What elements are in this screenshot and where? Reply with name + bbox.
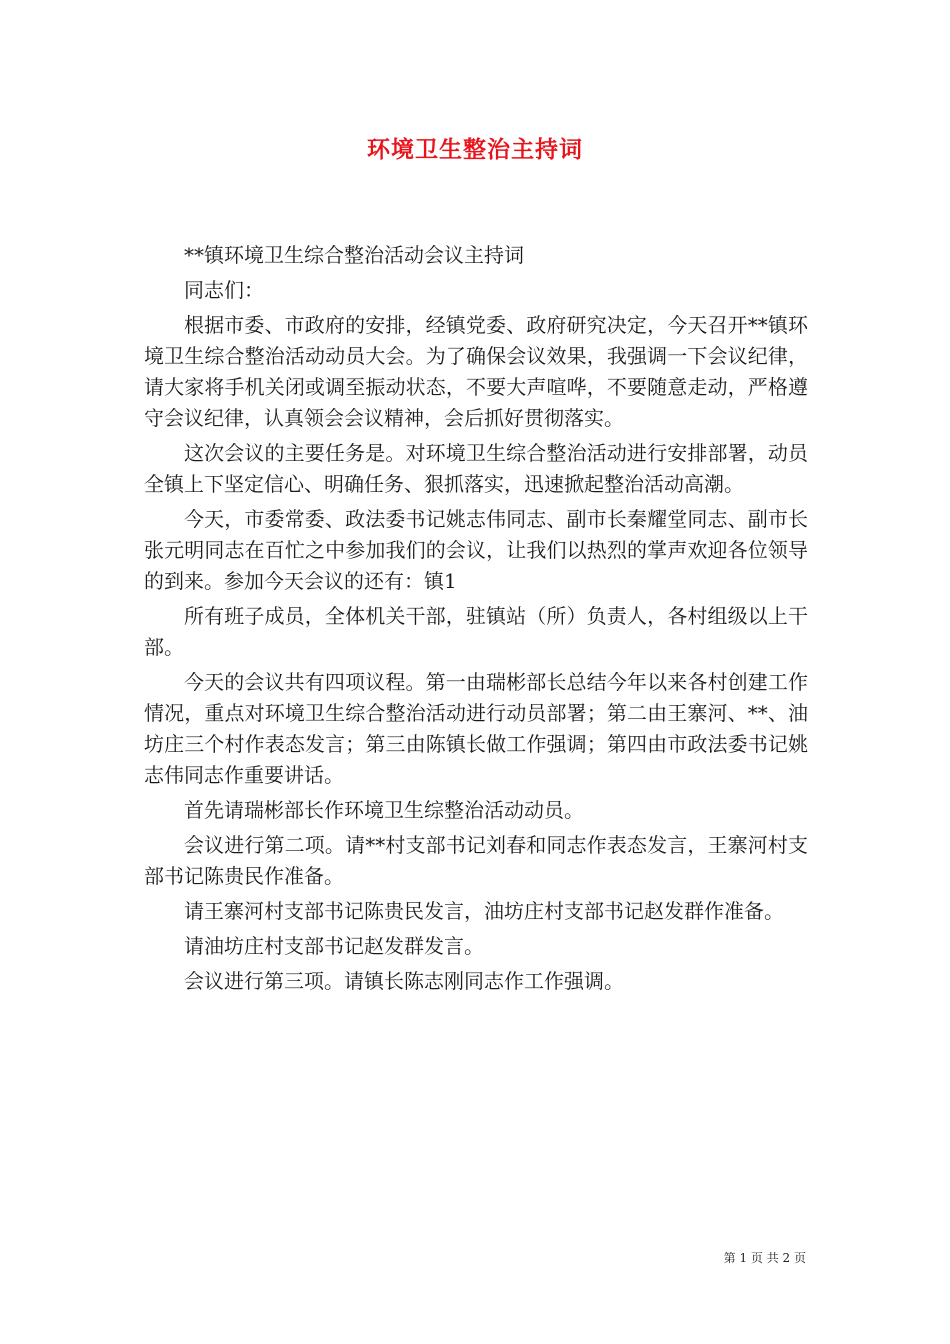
paragraph: 今天的会议共有四项议程。第一由瑞彬部长总结今年以来各村创建工作情况，重点对环境卫生综合整治活动进行动员部署；第二由王寨河、**、油坊庄三个村作表态发言；第三由陈镇长做工作强调；第四由市政法委书记姚志伟同志作重要讲话。 <box>144 670 808 787</box>
paragraph: 请油坊庄村支部书记赵发群发言。 <box>184 934 484 958</box>
paragraph: 首先请瑞彬部长作环境卫生综整治活动动员。 <box>184 798 584 822</box>
paragraph: 请王寨河村支部书记陈贵民发言，油坊庄村支部书记赵发群作准备。 <box>184 899 784 923</box>
paragraph: 根据市委、市政府的安排，经镇党委、政府研究决定，今天召开**镇环境卫生综合整治活动动员大会。为了确保会议效果，我强调一下会议纪律，请大家将手机关闭或调至振动状态，不要大声喧哗，不要随意走动，严格遵守会议纪律，认真领会会议精神，会后抓好贯彻落实。 <box>144 313 808 430</box>
document-body <box>144 240 808 1001</box>
paragraph-heading: **镇环境卫生综合整治活动会议主持词 <box>184 243 524 267</box>
paragraph: 这次会议的主要任务是。对环境卫生综合整治活动进行安排部署，动员全镇上下坚定信心、明确任务、狠抓落实，迅速掀起整治活动高潮。 <box>144 441 808 496</box>
paragraph: 会议进行第三项。请镇长陈志刚同志作工作强调。 <box>184 969 624 993</box>
paragraph: 所有班子成员，全体机关干部，驻镇站（所）负责人，各村组级以上干部。 <box>144 604 808 659</box>
page-number: 第 1 页 共 2 页 <box>723 1251 806 1265</box>
paragraph: 会议进行第二项。请**村支部书记刘春和同志作表态发言，王寨河村支部书记陈贵民作准备。 <box>144 833 808 888</box>
paragraph-salutation: 同志们： <box>184 278 264 302</box>
paragraph: 今天，市委常委、政法委书记姚志伟同志、副市长秦耀堂同志、副市长张元明同志在百忙之中参加我们的会议，让我们以热烈的掌声欢迎各位领导的到来。参加今天会议的还有：镇1 <box>144 507 808 593</box>
document-title: 环境卫生整治主持词 <box>367 136 583 163</box>
